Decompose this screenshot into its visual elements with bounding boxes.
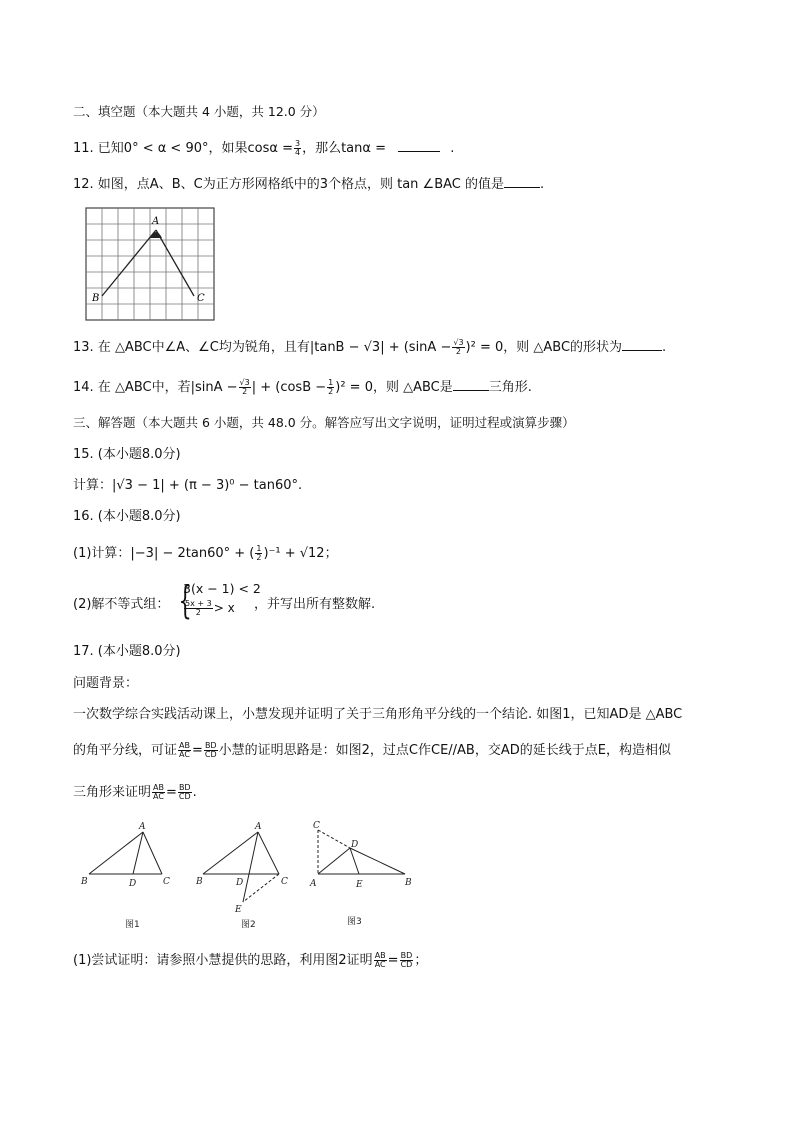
question-16-part-2-label: (2)解不等式组：	[73, 597, 170, 612]
answer-blank-14[interactable]	[453, 378, 489, 391]
label-b: B	[92, 293, 100, 304]
q14-den2: 2	[328, 387, 334, 396]
ineq2-rest: > x	[213, 601, 235, 615]
q17-paragraph-2	[73, 742, 671, 760]
label-c: C	[197, 293, 205, 304]
q17-part-1	[73, 952, 427, 970]
label-a: A	[152, 216, 160, 227]
q13-prefix: 13. 在 △ABC中∠A、∠C均为锐角，且有|tanB − √3| + (sinA −	[73, 340, 452, 355]
question-16-title: 16. (本小题8.0分)	[73, 509, 181, 524]
answer-blank-12[interactable]	[504, 175, 540, 188]
q17-1-f1n: AB	[374, 951, 386, 960]
q17-figures	[75, 818, 425, 933]
fig2-label-c: C	[281, 877, 288, 887]
q12-text: 12. 如图，点A、B、C为正方形网格纸中的3个格点，则 tan ∠BAC 的值是	[73, 177, 504, 192]
ineq2-den: 2	[195, 608, 201, 617]
q17-1-frac-1	[374, 952, 387, 969]
q16-1-fraction	[255, 545, 262, 562]
q11-prefix: 11. 已知0° < α < 90°，如果cosα =	[73, 141, 293, 156]
fig3-label-d: D	[351, 840, 359, 850]
q16-1-den: 2	[256, 553, 262, 562]
q11-num: 3	[294, 139, 301, 148]
q17-p2-suffix: 小慧的证明思路是：如图2，过点C作CE//AB，交AD的延长线于点E，构造相似	[218, 743, 671, 758]
answer-blank-11[interactable]	[398, 139, 440, 152]
system-brace: {	[178, 578, 192, 622]
question-15-title: 15. (本小题8.0分)	[73, 447, 181, 462]
question-14	[73, 378, 532, 397]
q13-den: 2	[455, 347, 461, 356]
q14-mid: | + (cosB −	[251, 380, 327, 395]
q17-p3-eq: =	[165, 785, 177, 800]
q17-p2-frac-2	[204, 742, 218, 759]
figure-2	[203, 832, 279, 902]
inequality-2	[183, 599, 235, 617]
fig2-label-d: D	[236, 878, 244, 888]
q17-1-frac-2	[400, 952, 414, 969]
q11-fraction	[294, 140, 301, 157]
q17-p2-f2d: CD	[204, 750, 217, 759]
q17-1-f2n: BD	[400, 951, 413, 960]
q17-p3-end: .	[192, 785, 197, 800]
q17-1-f2d: CD	[400, 960, 413, 969]
q14-prefix: 14. 在 △ABC中，若|sinA −	[73, 380, 238, 395]
q17-p2-f2n: BD	[204, 741, 217, 750]
q14-num: √3	[239, 378, 250, 387]
q14-den: 2	[242, 387, 248, 396]
q13-suffix: )² = 0，则 △ABC的形状为	[465, 340, 623, 355]
fig3-label-b: B	[405, 878, 412, 888]
q14-fraction-2	[327, 379, 334, 396]
q17-p3-frac-1	[152, 784, 165, 801]
q17-p3-frac-2	[178, 784, 192, 801]
q12-grid-figure	[84, 206, 219, 326]
inequality-1: 3(x − 1) < 2	[183, 581, 261, 596]
fig1-caption: 图1	[125, 920, 140, 930]
q13-num: √3	[453, 338, 464, 347]
section-2-heading: 二、填空题（本大题共 4 小题，共 12.0 分）	[73, 104, 325, 119]
q17-paragraph-1: 一次数学综合实践活动课上，小慧发现并证明了关于三角形角平分线的一个结论. 如图1，已知AD是 △ABC	[73, 707, 683, 722]
fig2-label-e: E	[235, 905, 242, 915]
q17-1-eq: =	[387, 953, 399, 968]
q17-paragraph-3	[73, 784, 197, 802]
q12-end: .	[539, 177, 545, 192]
question-17-title: 17. (本小题8.0分)	[73, 644, 181, 659]
fig3-caption: 图3	[347, 917, 362, 927]
question-16-part-1	[73, 545, 338, 563]
q17-p3-f2d: CD	[178, 792, 191, 801]
q17-p3-f1n: AB	[153, 783, 164, 792]
answer-blank-13[interactable]	[622, 338, 662, 351]
q16-2-suffix: ，并写出所有整数解.	[254, 597, 376, 612]
q16-1-num: 1	[256, 544, 262, 553]
q13-fraction	[452, 339, 464, 356]
q17-p2-prefix: 的角平分线，可证	[73, 743, 178, 758]
fig1-label-d: D	[129, 879, 137, 889]
q17-1-end: ；	[414, 953, 428, 968]
q11-end: .	[450, 141, 455, 156]
problem-background-label: 问题背景：	[73, 676, 139, 691]
q14-fraction-1	[239, 379, 251, 396]
question-12	[73, 175, 544, 194]
q14-num2: 1	[328, 378, 334, 387]
fig1-label-c: C	[163, 877, 170, 887]
question-11	[73, 139, 454, 158]
q17-1-f1d: AC	[374, 960, 386, 969]
fig3-label-a: A	[310, 879, 317, 889]
q11-suffix: ，那么tanα =	[302, 141, 386, 156]
fig2-label-b: B	[196, 877, 203, 887]
fig2-label-a: A	[255, 822, 262, 832]
q17-p2-f1d: AC	[179, 750, 190, 759]
fig1-label-a: A	[139, 822, 146, 832]
q16-1-suffix: )⁻¹ + √12；	[263, 546, 338, 561]
q13-end: .	[662, 340, 667, 355]
q17-p3-f1d: AC	[153, 792, 164, 801]
q11-den: 4	[294, 148, 301, 157]
q17-p2-f1n: AB	[179, 741, 190, 750]
angle-a-marker	[150, 232, 162, 238]
q17-p3-f2n: BD	[178, 783, 191, 792]
fig2-caption: 图2	[241, 920, 256, 930]
q14-suffix: )² = 0，则 △ABC是	[335, 380, 453, 395]
question-13	[73, 338, 666, 357]
figure-1	[89, 832, 162, 874]
section-3-heading: 三、解答题（本大题共 6 小题，共 48.0 分。解答应写出文字说明，证明过程或演算步骤）	[73, 415, 575, 430]
q14-end: 三角形.	[488, 380, 532, 395]
q17-p2-eq: =	[191, 743, 203, 758]
figure-3	[318, 830, 405, 874]
q16-1-prefix: (1)计算：|−3| − 2tan60° + (	[73, 546, 255, 561]
fig3-label-c: C	[313, 821, 320, 831]
fig1-label-b: B	[81, 877, 88, 887]
question-15-body: 计算：|√3 − 1| + (π − 3)⁰ − tan60°.	[73, 478, 303, 493]
fig3-label-e: E	[356, 880, 363, 890]
q17-p2-frac-1	[178, 742, 191, 759]
q17-1-prefix: (1)尝试证明：请参照小慧提供的思路，利用图2证明	[73, 953, 373, 968]
ineq2-fraction	[184, 600, 213, 617]
q17-p3-prefix: 三角形来证明	[73, 785, 152, 800]
ineq2-num: 5x + 3	[185, 599, 212, 608]
